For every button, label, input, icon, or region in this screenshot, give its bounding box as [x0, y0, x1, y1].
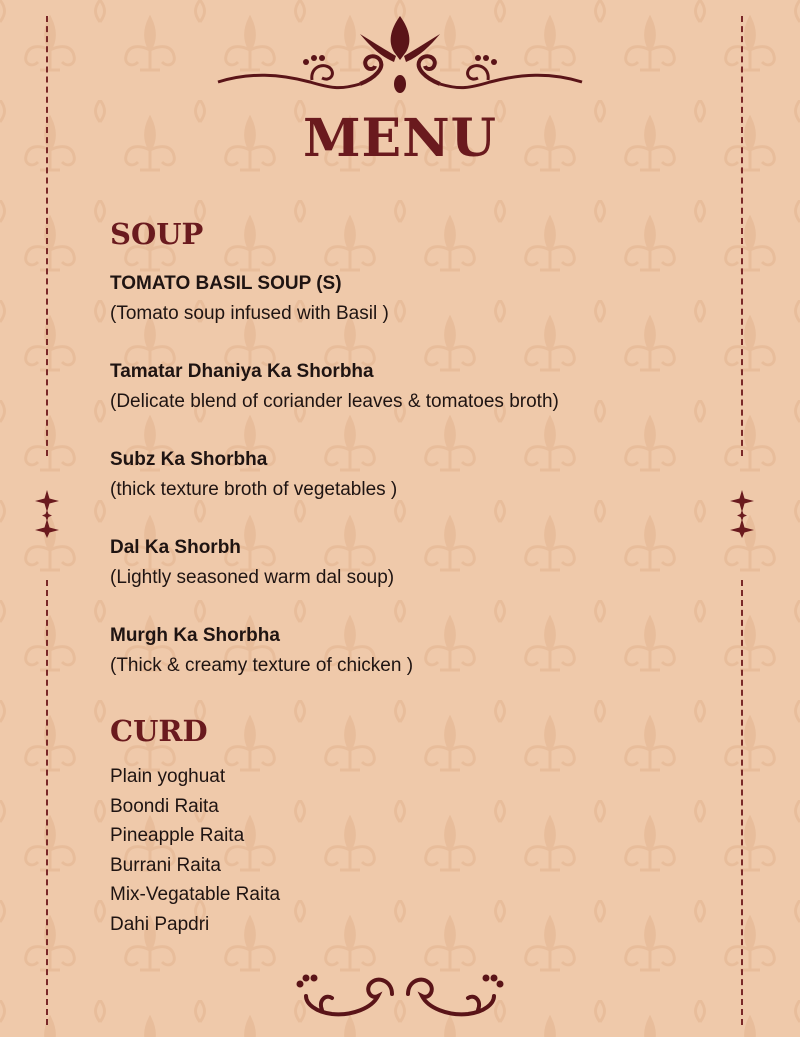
menu-item: [110, 269, 710, 329]
dish-name: Dal Ka Shorbh: [110, 537, 241, 558]
menu-item: [110, 621, 710, 681]
scroll-flourish-icon: [292, 970, 508, 1028]
left-dashed-line-top: [46, 16, 48, 456]
sparkle-star-icon: [35, 490, 59, 538]
right-dashed-line-bottom: [741, 580, 743, 1025]
list-item: Burrani Raita: [110, 854, 221, 876]
menu-item: [110, 357, 710, 417]
right-dashed-line-top: [741, 16, 743, 456]
menu-item: [110, 533, 710, 593]
dish-name: Murgh Ka Shorbha: [110, 625, 280, 646]
page-title: MENU: [302, 108, 498, 169]
menu-content: [110, 217, 710, 939]
dish-description: (Lightly seasoned warm dal soup): [110, 567, 395, 588]
section-title-soup: SOUP: [110, 217, 204, 251]
list-item: Dahi Papdri: [110, 913, 210, 935]
dish-name: TOMATO BASIL SOUP (S): [110, 273, 342, 294]
dish-name: Tamatar Dhaniya Ka Shorbha: [110, 361, 374, 382]
sparkle-star-icon: [730, 490, 754, 538]
left-dashed-line-bottom: [46, 580, 48, 1025]
section-title-curd: CURD: [110, 714, 208, 748]
dish-name: Subz Ka Shorbha: [110, 449, 268, 470]
dish-description: (thick texture broth of vegetables ): [110, 479, 398, 500]
dish-description: (Delicate blend of coriander leaves & tomatoes broth): [110, 391, 559, 412]
curd-list: [110, 762, 710, 939]
list-item: Boondi Raita: [110, 795, 219, 817]
list-item: Pineapple Raita: [110, 825, 245, 846]
menu-item: [110, 445, 710, 505]
dish-description: (Tomato soup infused with Basil ): [110, 303, 389, 324]
list-item: Plain yoghuat: [110, 766, 226, 787]
fleur-de-lis-flourish-icon: [210, 12, 590, 104]
dish-description: (Thick & creamy texture of chicken ): [110, 655, 414, 676]
list-item: Mix-Vegatable Raita: [110, 884, 281, 905]
